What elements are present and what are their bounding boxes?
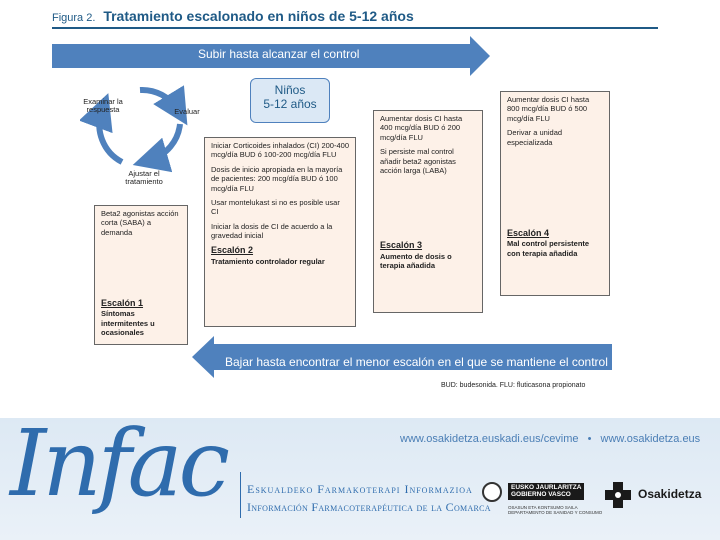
- step-3-name: Escalón 3: [380, 240, 423, 251]
- infac-logo: Infac: [10, 410, 227, 517]
- abbreviation-footnote: BUD: budesonida. FLU: fluticasona propionato: [441, 382, 586, 389]
- step-3-box: [373, 110, 483, 313]
- figure-title: [52, 8, 414, 24]
- osakidetza-wordmark: Osakidetza: [638, 487, 702, 501]
- cycle-examine-label: Examinar la respuesta: [83, 97, 123, 115]
- step-4-item-1: Aumentar dosis CI hasta 800 mcg/día BUD ó 500 mcg/día FLU: [507, 95, 590, 123]
- org-name-spanish: Información Farmacoterapéutica de la Comarca: [247, 500, 491, 514]
- step-3-item-1: Aumentar dosis CI hasta 400 mcg/día BUD ó 200 mcg/día FLU: [380, 114, 463, 142]
- step-3-desc: Aumento de dosis o terapia añadida: [380, 251, 452, 270]
- step-1-box: [94, 205, 188, 345]
- cevime-link[interactable]: www.osakidetza.euskadi.eus/cevime: [400, 433, 579, 445]
- step-2-item-3: Usar montelukast si no es posible usar CI: [211, 197, 340, 217]
- step-4-desc: Mal control persistente con terapia añadida: [507, 239, 590, 258]
- link-separator: •: [587, 433, 592, 445]
- figure-title-text: Tratamiento escalonado en niños de 5-12 años: [103, 8, 414, 24]
- step-up-label: Subir hasta alcanzar el control: [198, 47, 360, 61]
- cycle-adjust-label: Ajustar el tratamiento: [125, 169, 163, 187]
- step-1-desc: Síntomas intermitentes u ocasionales: [101, 309, 155, 338]
- age-group-line-2: 5-12 años: [263, 97, 317, 112]
- step-2-box: [204, 137, 356, 327]
- step-4-name: Escalón 4: [507, 227, 550, 238]
- basque-government-emblem-icon: [482, 482, 502, 502]
- health-department-name: [508, 505, 602, 516]
- age-group-line-1: Niños: [274, 83, 306, 97]
- step-4-box: [500, 91, 610, 296]
- step-2-item-2: Dosis de inicio apropiada en la mayoría de pacientes: 200 mcg/día BUD ó 100 mcg/día FLU: [211, 164, 343, 193]
- step-down-label: Bajar hasta encontrar el menor escalón en el que se mantiene el control: [225, 355, 608, 369]
- step-1-name: Escalón 1: [101, 298, 144, 309]
- cycle-evaluate-label: Evaluar: [174, 107, 200, 116]
- step-3-item-2: Si persiste mal control añadir beta2 agonistas acción larga (LABA): [380, 147, 456, 175]
- footer-divider: [240, 472, 241, 518]
- org-name-basque: Eskualdeko Farmakoterapi Informazioa: [247, 482, 473, 496]
- dept-name-basque: OSASUN ETA KONTSUMO SAILA: [508, 505, 578, 510]
- osakidetza-link[interactable]: www.osakidetza.eus: [600, 433, 701, 445]
- step-1-item: Beta2 agonistas acción corta (SABA) a demanda: [101, 209, 179, 237]
- step-2-name: Escalón 2: [211, 245, 254, 256]
- osakidetza-logo-icon: [603, 480, 633, 510]
- age-group-box: [250, 78, 330, 123]
- step-2-desc: Tratamiento controlador regular: [211, 256, 325, 266]
- dept-name-spanish: DEPARTAMENTO DE SANIDAD Y CONSUMO: [508, 510, 603, 516]
- title-divider: [52, 27, 658, 29]
- basque-government-name: [508, 483, 584, 500]
- figure-label: Figura 2.: [52, 12, 96, 24]
- step-4-item-2: Derivar a unidad especializada: [507, 128, 563, 147]
- gov-name-basque: EUSKO JAURLARITZA: [511, 484, 582, 491]
- gov-name-spanish: GOBIERNO VASCO: [511, 491, 571, 499]
- step-2-item-1: Iniciar Corticoides inhalados (CI) 200-400 mcg/día BUD ó 100-200 mcg/día FLU: [211, 141, 349, 160]
- step-2-item-4: Iniciar la dosis de CI de acuerdo a la gravedad inicial: [211, 221, 333, 240]
- footer-links: [400, 433, 700, 445]
